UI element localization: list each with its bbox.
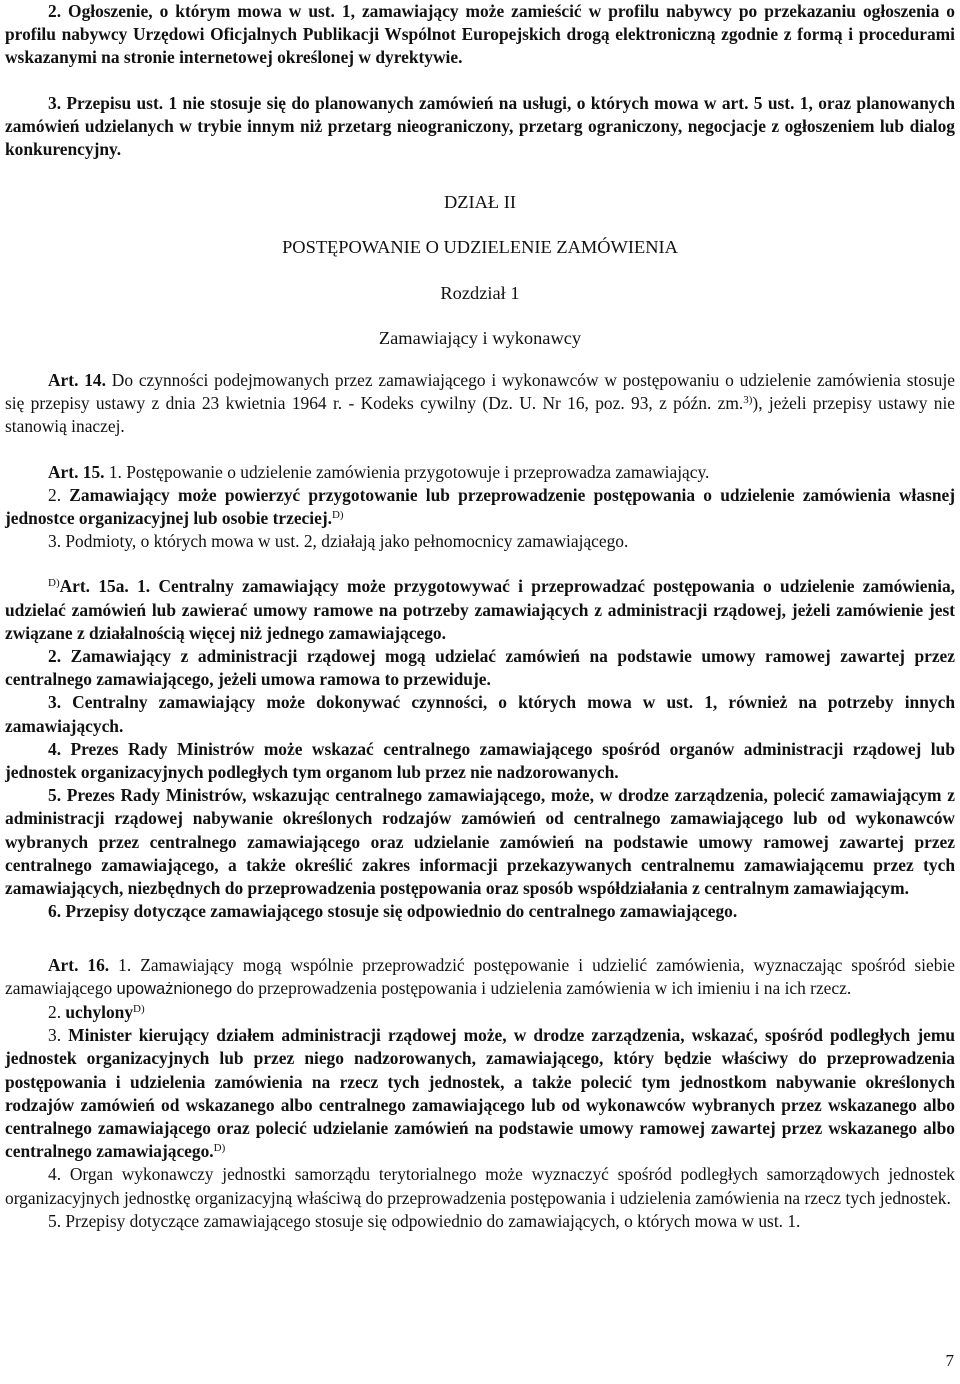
- article-15-par-1: [5, 461, 955, 484]
- article-16-par-3: [5, 1024, 955, 1163]
- article-16-par-2: [5, 1001, 955, 1024]
- article-16-par-1-word: upoważnionego: [116, 979, 233, 998]
- amendment-marker: D): [213, 1142, 226, 1155]
- article-15a-par-2: 2. Zamawiający z administracji rządowej mogą udzielać zamówień na podstawie umowy ramowej zawartej przez centralnego zamawiającego, jeżeli umowa ramowa to przewiduje.: [5, 646, 955, 690]
- amendment-marker: D): [133, 1002, 145, 1015]
- section-title: POSTĘPOWANIE O UDZIELENIE ZAMÓWIENIA: [282, 237, 678, 258]
- amendment-marker: D): [331, 509, 344, 522]
- article-14: [5, 369, 955, 439]
- article-14-text: Do czynności podejmowanych przez zamawiającego i wykonawców w postępowaniu o udzielenie zamówienia stosuje się przepisy ustawy z dnia 23 kwietnia 1964 r. - Kodeks cywilny (Dz. U. Nr 16, poz. 93, z późn. zm.: [5, 370, 955, 414]
- document-page: [5, 0, 955, 1233]
- article-16-par-3-number: 3.: [48, 1025, 69, 1046]
- article-14-label: Art. 14.: [48, 370, 106, 391]
- article-16-par-2-number: 2.: [48, 1001, 66, 1022]
- article-15a-par-4: 4. Prezes Rady Ministrów może wskazać centralnego zamawiającego spośród organów administracji rządowej lub jednostek organizacyjnych podległych tym organom lub przez nie nadzorowanych.: [5, 738, 955, 783]
- paragraph-przepisu-ust3: 3. Przepisu ust. 1 nie stosuje się do planowanych zamówień na usługi, o których mowa w art. 5 ust. 1, oraz planowanych zamówień udzielanych w trybie innym niż przetarg nieograniczony, przetarg ograniczony, negocjacje z ogłoszeniem lub dialog konkurencyjny.: [5, 92, 955, 160]
- article-15-par-2-number: 2.: [48, 484, 70, 505]
- article-16-par-1-text: 1. Zamawiający mogą wspólnie przeprowadzić postępowanie i udzielić zamówienia, wyznaczając spośród siebie zamawiającego: [5, 954, 955, 998]
- article-15a-par-1: [5, 575, 955, 645]
- paragraph-ogloszenie-ust2: 2. Ogłoszenie, o którym mowa w ust. 1, zamawiający może zamieścić w profilu nabywcy po przekazaniu ogłoszenia o profilu nabywcy Urzędowi Oficjalnych Publikacji Wspólnot Europejskich drogą elektroniczną zgodnie z formą i procedurami wskazanymi na stronie internetowej określonej w dyrektywie.: [5, 1, 955, 68]
- article-15a-par-6: 6. Przepisy dotyczące zamawiającego stosuje się odpowiednio do centralnego zamawiającego.: [48, 901, 738, 922]
- article-16-label: Art. 16.: [48, 954, 110, 975]
- section-heading-dzial: DZIAŁ II: [443, 192, 516, 213]
- article-15a-par-1-text: 1. Centralny zamawiający może przygotowywać i przeprowadzać postępowania o udzielenie zamówienia, udzielać zamówień lub zawierać umowy ramowe na potrzeby zamawiających z administracji rządowej, jeżeli zamówienie jest związane z działalnością więcej niż jednego zamawiającego.: [5, 576, 956, 643]
- article-15-label: Art. 15.: [48, 461, 105, 482]
- article-14-text-end: ), jeżeli przepisy ustawy nie stanowią inaczej.: [5, 393, 956, 437]
- amendment-marker: D): [48, 577, 60, 590]
- article-15-par-1-text: 1. Postępowanie o udzielenie zamówienia przygotowuje i przeprowadza zamawiający.: [104, 461, 710, 482]
- article-15-par-2: [5, 484, 955, 530]
- article-16-par-1-text-end: do przeprowadzenia postępowania i udzielenia zamówienia w ich imieniu i na ich rzecz.: [232, 977, 852, 998]
- article-15a-label: Art. 15a.: [59, 576, 129, 597]
- footnote-ref-3: 3): [743, 394, 753, 407]
- article-16-par-1: [5, 954, 955, 1001]
- page-number: 7: [945, 1351, 954, 1370]
- article-15-par-3: 3. Podmioty, o których mowa w ust. 2, działają jako pełnomocnicy zamawiającego.: [48, 531, 629, 552]
- article-16-par-5: 5. Przepisy dotyczące zamawiającego stosuje się odpowiednio do zamawiających, o których mowa w ust. 1.: [48, 1210, 801, 1231]
- article-16-par-2-text: uchylony: [65, 1001, 134, 1022]
- article-15-par-2-text: Zamawiający może powierzyć przygotowanie lub przeprowadzenie postępowania o udzielenie zamówienia własnej jednostce organizacyjnej lub osobie trzeciej.: [5, 484, 955, 529]
- article-15a-par-5: 5. Prezes Rady Ministrów, wskazując centralnego zamawiającego, może, w drodze zarządzenia, polecić zamawiającym z administracji rządowej nabywanie określonych rodzajów zamówień od centralnego zamawiającego lub od wykonawców wybranych przez centralnego zamawiającego oraz udzielanie zamówień na podstawie umowy ramowej zawartej przez centralnego zamawiającego, a także określić zakres informacji przekazywanych centralnemu zamawiającemu przez tych zamawiających, niezbędnych do przeprowadzenia postępowania oraz sposób współdziałania z centralnym zamawiającym.: [5, 785, 955, 899]
- chapter-title: Zamawiający i wykonawcy: [378, 327, 582, 348]
- article-16-par-4: 4. Organ wykonawczy jednostki samorządu terytorialnego może wyznaczyć spośród podległych samorządowych jednostek organizacyjnych jednostkę organizacyjną właściwą do przeprowadzenia postępowania i udzielenia zamówienia na rzecz tych jednostek.: [5, 1164, 955, 1208]
- chapter-heading: Rozdział 1: [440, 282, 520, 303]
- article-16-par-3-text: Minister kierujący działem administracji rządowej może, w drodze zarządzenia, wskazać, spośród podległych jemu jednostek organizacyjnych lub przez niego nadzorowanych, zamawiającego, który będzie właściwy do przeprowadzenia postępowania i udzielenia zamówienia na rzecz tych jednostek, a także polecić tym jednostkom nabywanie określonych rodzajów zamówień od wskazanego albo centralnego zamawiającego lub od wykonawców wybranych przez wskazanego albo centralnego zamawiającego oraz polecić udzielanie zamówień na podstawie umowy ramowej zawartej przez wskazanego albo centralnego zamawiającego.: [5, 1025, 956, 1162]
- article-15a-par-3: 3. Centralny zamawiający może dokonywać czynności, o których mowa w ust. 1, również na potrzeby innych zamawiających.: [5, 692, 955, 736]
